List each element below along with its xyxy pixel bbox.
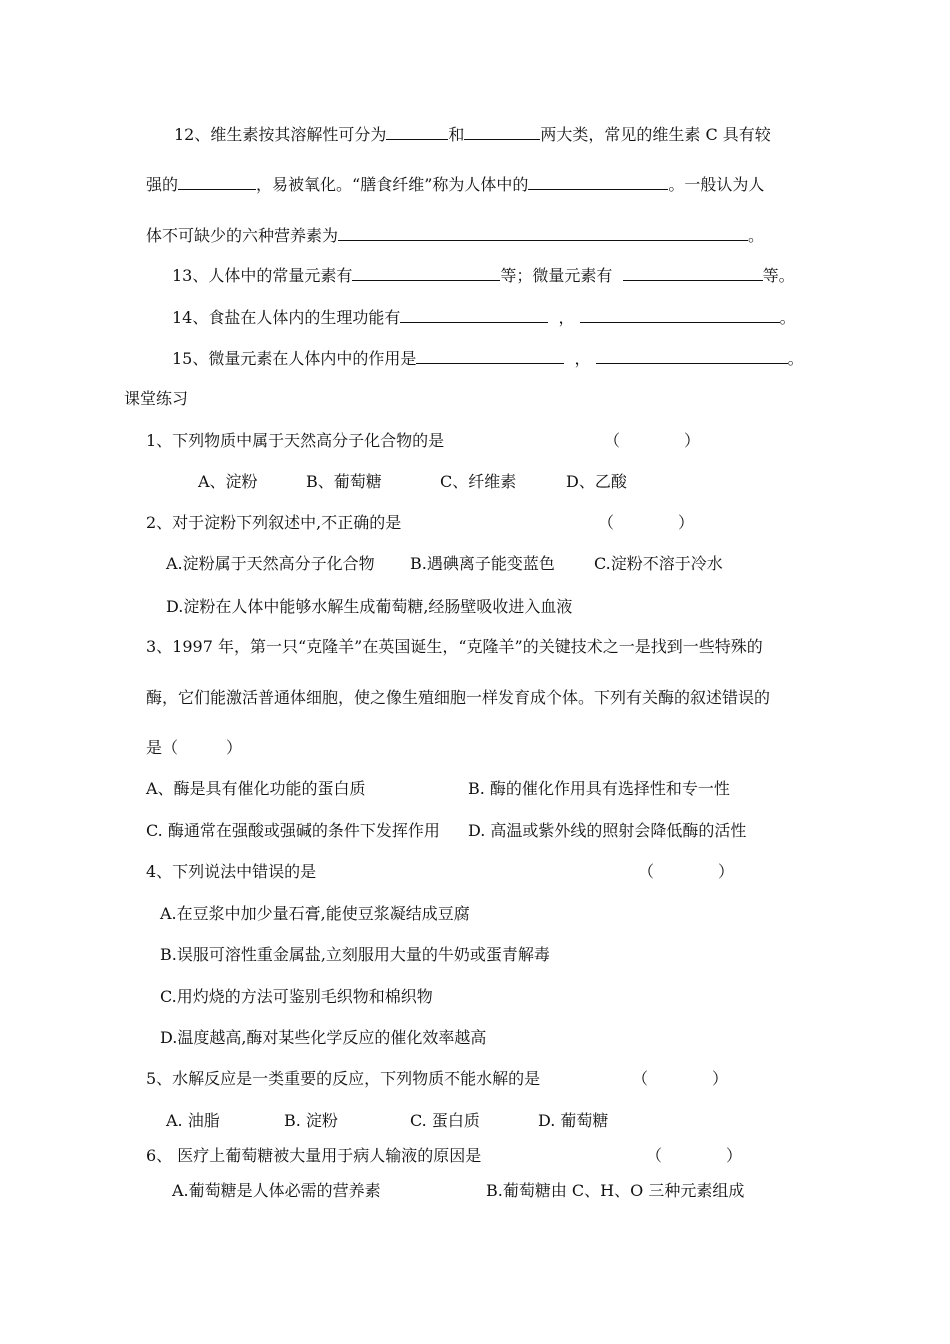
- q12-blank-4[interactable]: [528, 174, 668, 190]
- q1-option-b[interactable]: B、葡萄糖: [306, 472, 382, 491]
- q13-blank-2[interactable]: [623, 265, 763, 281]
- q15-blank-2[interactable]: [596, 348, 788, 364]
- q4-option-a[interactable]: A.在豆浆中加少量石膏,能使豆浆凝结成豆腐: [160, 904, 470, 923]
- q4-stem: 4、下列说法中错误的是: [146, 862, 317, 881]
- q2-answer-bracket[interactable]: （ ）: [598, 513, 695, 532]
- q3-option-b[interactable]: B. 酶的催化作用具有选择性和专一性: [468, 779, 730, 798]
- q2-stem: 2、对于淀粉下列叙述中,不正确的是: [146, 513, 402, 532]
- q12-blank-1[interactable]: [386, 124, 448, 140]
- q1-option-c[interactable]: C、纤维素: [440, 472, 517, 491]
- q6-option-b[interactable]: B.葡萄糖由 C、H、O 三种元素组成: [486, 1181, 745, 1200]
- q3-option-c[interactable]: C. 酶通常在强酸或强碱的条件下发挥作用: [146, 821, 440, 840]
- q13-blank-1[interactable]: [352, 265, 500, 281]
- q4-option-b[interactable]: B.误服可溶性重金属盐,立刻服用大量的牛奶或蛋青解毒: [160, 945, 550, 964]
- q12-line-1: 12、维生素按其溶解性可分为 和 两大类，常见的维生素 C 具有较: [174, 125, 771, 144]
- q2-option-c[interactable]: C.淀粉不溶于冷水: [594, 554, 723, 573]
- q12-blank-5[interactable]: [338, 225, 748, 241]
- q3-stem-line-2: 酶，它们能激活普通体细胞，使之像生殖细胞一样发育成个体。下列有关酶的叙述错误的: [146, 688, 771, 707]
- q14-blank-2[interactable]: [580, 307, 780, 323]
- q5-option-a[interactable]: A. 油脂: [166, 1111, 220, 1130]
- q6-answer-bracket[interactable]: （ ）: [646, 1146, 743, 1165]
- section-title: 课堂练习: [124, 389, 189, 408]
- q2-option-d[interactable]: D.淀粉在人体中能够水解生成葡萄糖,经肠壁吸收进入血液: [166, 597, 573, 616]
- q1-option-d[interactable]: D、乙酸: [566, 472, 627, 491]
- q14-blank-1[interactable]: [400, 307, 548, 323]
- q3-stem-line-3: 是（ ）: [146, 738, 243, 757]
- q5-stem: 5、水解反应是一类重要的反应，下列物质不能水解的是: [146, 1069, 541, 1088]
- q13-line: 13、人体中的常量元素有 等；微量元素有 等。: [172, 266, 795, 285]
- q5-answer-bracket[interactable]: （ ）: [632, 1069, 729, 1088]
- q3-option-d[interactable]: D. 高温或紫外线的照射会降低酶的活性: [468, 821, 747, 840]
- q14-line: 14、食盐在人体内的生理功能有 ， 。: [172, 308, 796, 327]
- q3-option-a[interactable]: A、酶是具有催化功能的蛋白质: [146, 779, 366, 798]
- q1-answer-bracket[interactable]: （ ）: [604, 431, 701, 450]
- q12-blank-3[interactable]: [178, 174, 256, 190]
- q4-option-d[interactable]: D.温度越高,酶对某些化学反应的催化效率越高: [160, 1028, 487, 1047]
- q5-option-c[interactable]: C. 蛋白质: [410, 1111, 480, 1130]
- q4-option-c[interactable]: C.用灼烧的方法可鉴别毛织物和棉织物: [160, 987, 433, 1006]
- q1-stem: 1、下列物质中属于天然高分子化合物的是: [146, 431, 445, 450]
- q5-option-b[interactable]: B. 淀粉: [284, 1111, 338, 1130]
- q1-option-a[interactable]: A、淀粉: [198, 472, 258, 491]
- q12-line-2: 强的 ，易被氧化。“膳食纤维”称为人体中的 。一般认为人: [146, 175, 765, 194]
- q2-option-a[interactable]: A.淀粉属于天然高分子化合物: [166, 554, 375, 573]
- q5-option-d[interactable]: D. 葡萄糖: [538, 1111, 609, 1130]
- q6-option-a[interactable]: A.葡萄糖是人体必需的营养素: [172, 1181, 381, 1200]
- q4-answer-bracket[interactable]: （ ）: [638, 862, 735, 881]
- q15-line: 15、微量元素在人体内中的作用是 ， 。: [172, 349, 804, 368]
- q12-line-3: 体不可缺少的六种营养素为 。: [146, 226, 765, 245]
- q6-stem: 6、 医疗上葡萄糖被大量用于病人输液的原因是: [146, 1146, 482, 1165]
- q15-blank-1[interactable]: [416, 348, 564, 364]
- q3-stem-line-1: 3、1997 年，第一只“克隆羊”在英国诞生，“克隆羊”的关键技术之一是找到一些特殊的: [146, 637, 763, 656]
- q2-option-b[interactable]: B.遇碘离子能变蓝色: [410, 554, 555, 573]
- q12-blank-2[interactable]: [464, 124, 540, 140]
